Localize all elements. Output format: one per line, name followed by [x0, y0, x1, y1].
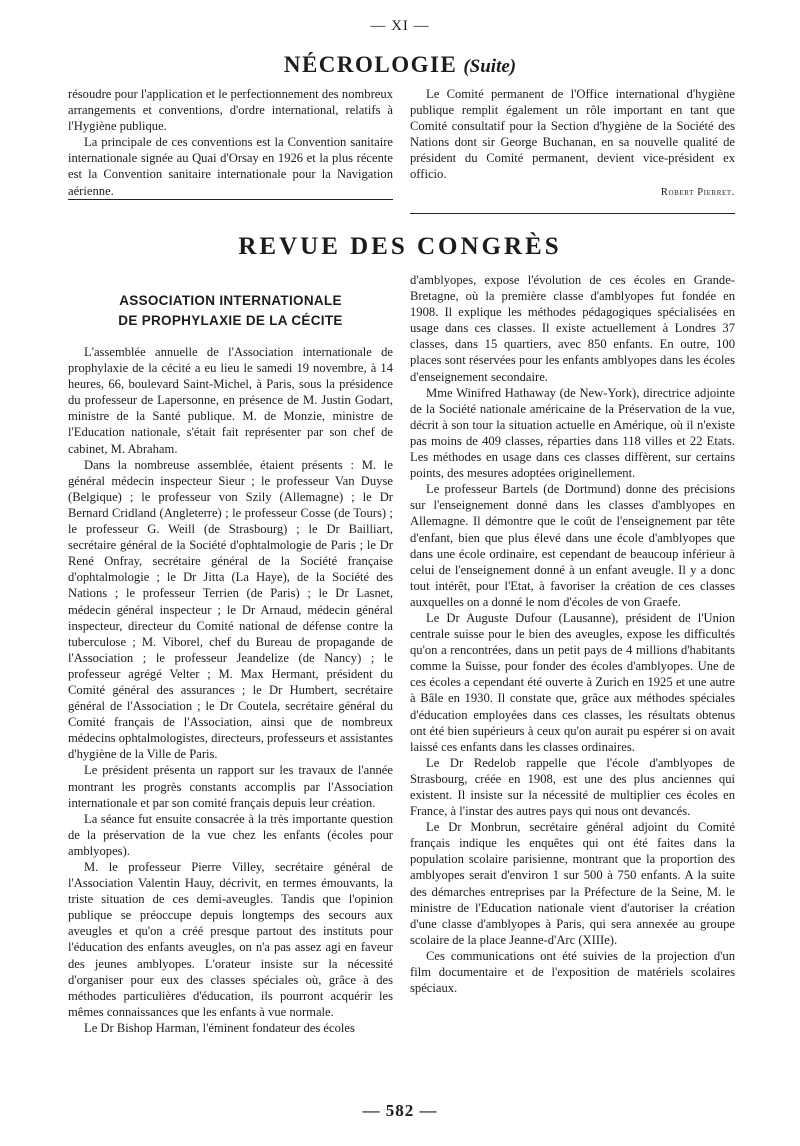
necrologie-title: NÉCROLOGIE [283, 52, 458, 77]
article-title [68, 291, 393, 331]
article-paragraph: L'assemblée annuelle de l'Association internationale de prophylaxie de la cécité a eu lieu le samedi 19 novembre, à 14 heures, 66, boulevard Saint-Michel, à Paris, sous la présidence du professeur de Lapersonne, en présence de M. Justin Godart, ministre de la Santé publique. M. de Monzie, ministre de l'Education nationale, s'était fait représenter par son chef de cabinet, M. Abraham. [68, 345, 393, 456]
article-paragraph: Le président présenta un rapport sur les travaux de l'année montrant les progrès constants accomplis par l'Association internationale et par son comité français depuis leur création. [68, 763, 393, 810]
necrologie-paragraph: résoudre pour l'application et le perfectionnement des nombreux arrangements et conventions, d'ordre international, relatifs à l'Hygiène publique. [68, 87, 393, 134]
section-divider-rule [410, 213, 735, 214]
author-signature: Robert Pierret. [660, 186, 735, 198]
article-paragraph: Le Dr Redelob rappelle que l'école d'amblyopes de Strasbourg, créée en 1908, est une des plus anciennes qui existent. Il insiste sur la nécessité de multiplier ces écoles en France, à l'instar des autres pays qui nous ont devancés. [410, 755, 735, 819]
necrologie-paragraph: La principale de ces conventions est la Convention sanitaire internationale signée au Quai d'Orsay en 1926 et la plus récente est la Convention sanitaire internationale pour la Navigation aérienne. [68, 135, 393, 198]
article-paragraph: M. le professeur Pierre Villey, secrétaire général de l'Association Valentin Hauy, décrivit, en termes émouvants, la triste situation de ces demi-aveugles. Tandis que l'opinion publique se préoccupe depuis longtemps des secours aux aveugles et qu'on a créé presque partout des instituts pour l'éducation des enfants aveugles, on n'a pas assez agi en faveur des jeunes amblyopes. L'orateur insiste sur la nécessité d'organiser pour eux des classes spéciales où, grâce à des méthodes particulières d'éducation, ils pourront acquérir les mêmes connaissances que les enfants à vue normale. [68, 860, 393, 1019]
page-number: — 582 — [362, 1101, 438, 1120]
necrologie-right-column [410, 86, 735, 201]
article-paragraph: Le professeur Bartels (de Dortmund) donne des précisions sur l'enseignement donné dans les classes d'amblyopes en Allemagne. Il démontre que le coût de l'enseignement par tête d'enfant, bien que plus élevé dans une école d'amblyopes que dans une école ordinaire, est cependant de beaucoup inférieur à celui de l'enseignement donné à un enfant aveugle. Il y a donc tout intérêt, pour l'Etat, à favoriser la création de ces classes auxquelles on a donné le nom d'écoles de von Graefe. [410, 482, 735, 609]
necrologie-heading [0, 52, 800, 78]
article-paragraph: Dans la nombreuse assemblée, étaient présents : M. le général médecin inspecteur Sieur ; le professeur Van Duyse (Belgique) ; le professeur von Szily (Allemagne) ; le Dr Bernard Cridland (Angleterre) ; le professeur Cosse (de Tours) ; le professeur G. Weill (de Strasbourg) ; le Dr Bailliart, secrétaire général de la Société d'ophtalmologie de Paris ; le Dr René Onfray, secrétaire général de la Société française d'ophtalmologie ; le Dr Jitta (La Haye), de la Société des Nations ; le professeur Terrien (de Paris) ; le Dr Lasnet, médecin général inspecteur ; le Dr Arnaud, médecin général inspecteur, directeur du Comité national de défense contre la tuberculose ; M. Viborel, chef du Bureau de propagande de l'Association ; le professeur Jeandelize (de Nancy) ; le professeur agrégé Velter ; M. Max Hermant, président du Comité général des assurances ; le Dr Humbert, secrétaire général de l'Association ; le Dr Coutela, secrétaire général du Comité français de l'Association, ainsi que de nombreux médecins ophtalmologistes, directeurs, professeurs et assistantes d'hygiène de la Ville de Paris. [68, 457, 393, 762]
revue-heading: REVUE DES CONGRÈS [238, 233, 562, 260]
necrologie-paragraph: Le Comité permanent de l'Office international d'hygiène publique remplit également un rôle important en tant que Comité consultatif pour la Section d'hygiène de la Société des Nations dont sir George Buchanan, en sa nouvelle qualité de président du Comité permanent, devient vice-président ex officio. [410, 87, 735, 182]
article-paragraph: Mme Winifred Hathaway (de New-York), directrice adjointe de la Société nationale américaine de la Préservation de la vue, décrit à son tour la situation actuelle en Amérique, où il n'existe pas moins de 409 classes, réparties dans 118 villes et 22 Etats. Les méthodes en usage dans ces classes diffèrent, sur certains points, des mesures adoptées originellement. [410, 385, 735, 481]
article-title-line: DE PROPHYLAXIE DE LA CÉCITE [118, 313, 343, 328]
article-paragraph: d'amblyopes, expose l'évolution de ces écoles en Grande-Bretagne, où la première classe d'amblyopes fut fondée en 1908. Il explique les méthodes pédagogiques spécialisées en usage dans ces classes. Il existe actuellement à Londres 37 classes, dans 15 quartiers, avec 850 enfants. En outre, 100 places sont réservées pour les enfants amblyopes dans les écoles d'enseignement secondaire. [410, 273, 735, 384]
necrologie-left-column [68, 86, 393, 199]
article-right-column [410, 272, 735, 996]
article-title-line: ASSOCIATION INTERNATIONALE [119, 293, 342, 308]
article-left-column [68, 344, 393, 1036]
roman-page-number: — XI — [370, 18, 430, 34]
article-paragraph: Le Dr Bishop Harman, l'éminent fondateur des écoles [84, 1020, 355, 1035]
column-end-rule [68, 199, 393, 200]
article-paragraph: Le Dr Auguste Dufour (Lausanne), président de l'Union centrale suisse pour le bien des aveugles, expose les difficultés qu'on a rencontrées, dans un petit pays de 4 millions d'habitants comme la Suisse, pour fonder des écoles d'amblyopes. Une de ces écoles a cependant été ouverte à Zurich en 1925 et une autre à Bâle en 1930. Il constate que, grâce aux méthodes spéciales d'éducation employées dans ces classes, les résultats obtenus ont été bien supérieurs à ceux qu'on aurait pu espérer si on avait laissé ces enfants dans les classes ordinaires. [410, 610, 735, 754]
article-paragraph: Ces communications ont été suivies de la projection d'un film documentaire et de l'exposition de matériels scolaires spéciaux. [410, 948, 735, 996]
suite-label: (Suite) [463, 56, 517, 77]
article-paragraph: Le Dr Monbrun, secrétaire général adjoint du Comité français indique les enquêtes qui ont été faites dans la population scolaire parisienne, montrant que la proportion des amblyopes serait d'environ 1 sur 500 à 750 enfants. A la suite des démarches entreprises par la Préfecture de la Seine, M. le ministre de l'Education nationale vient d'autoriser la création d'une classe d'amblyopes à Paris, qui sera annexée au groupe scolaire de la place Jeanne-d'Arc (XIIIe). [410, 820, 735, 947]
article-paragraph: La séance fut ensuite consacrée à la très importante question de la préservation de la vue chez les enfants (écoles pour amblyopes). [68, 811, 393, 858]
